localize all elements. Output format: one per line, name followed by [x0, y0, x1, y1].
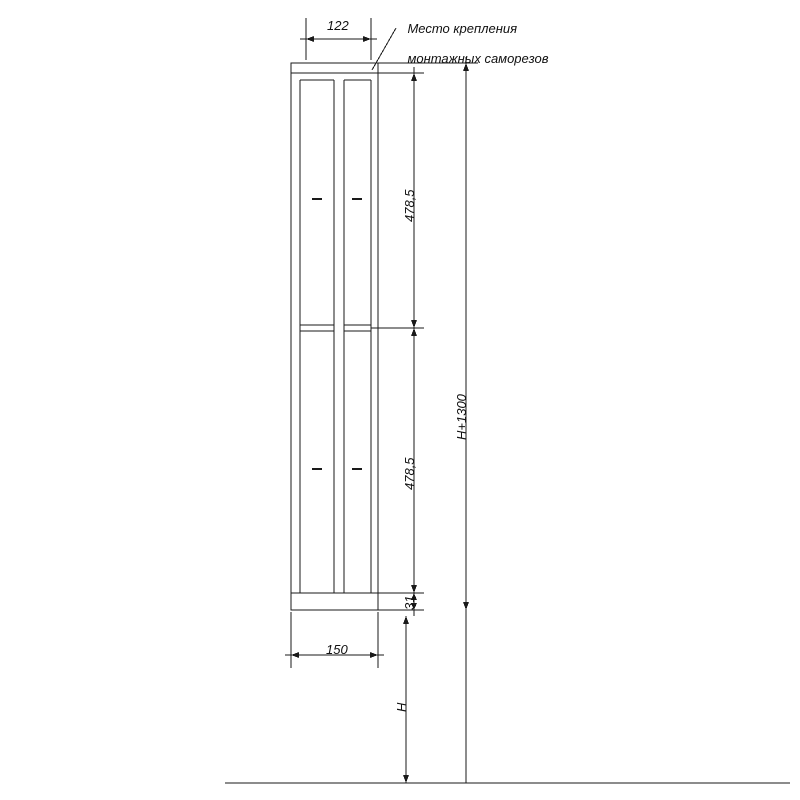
dim-overall-height-label: H+1300 [454, 394, 469, 440]
arrow-overall-bottom [463, 602, 469, 610]
dim-top-width-label: 122 [327, 18, 349, 33]
mounting-note-line2: монтажных саморезов [407, 51, 549, 66]
arrow-bottom-right [370, 652, 378, 658]
dim-plinth-label: 31 [402, 595, 417, 610]
dim-floor-height-label: H [394, 702, 409, 712]
arrow-top-right [363, 36, 371, 42]
arrow-lower-top [411, 328, 417, 336]
cabinet-base [291, 593, 378, 610]
dim-bottom-width-label: 150 [326, 642, 348, 657]
arrow-bottom-left [291, 652, 299, 658]
arrow-floor-bottom [403, 775, 409, 783]
arrow-floor-top [403, 616, 409, 624]
dim-upper-section-label: 478,5 [402, 189, 417, 222]
mounting-note-line1: Место крепления [407, 21, 518, 36]
cabinet-top-cap [291, 63, 378, 73]
mounting-note [393, 6, 549, 81]
dim-lower-section-label: 478,5 [402, 457, 417, 490]
arrow-top-left [306, 36, 314, 42]
